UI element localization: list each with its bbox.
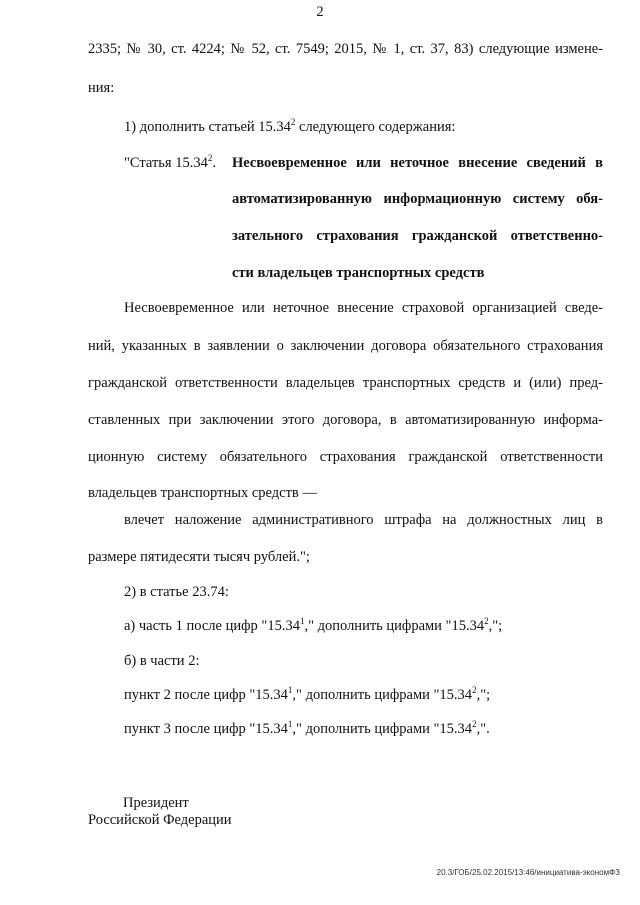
item-2-sub-b: б) в части 2: (124, 653, 200, 669)
sub-a-sup-2: 2 (484, 616, 489, 626)
article-prefix-end: . (212, 155, 216, 171)
article-body-line-4: ставленных при заключении этого договора, в автоматизированную информа- (88, 412, 603, 428)
article-prefix-text: "Статья 15.34 (124, 155, 208, 171)
article-title-line-1: Несвоевременное или неточное внесение сведений в (232, 155, 603, 171)
article-body-line-5: ционную систему обязательного страхования гражданской ответственности (88, 449, 603, 465)
point-2-sup-2: 2 (472, 685, 477, 695)
item-2-point-2 (124, 686, 490, 704)
item-2-heading: 2) в статье 23.74: (124, 584, 229, 600)
point-3-text-2: ," дополнить цифрами "15.34 (292, 721, 473, 737)
point-2-text-1: пункт 2 после цифр "15.34 (124, 687, 288, 703)
item-2-sub-a (124, 617, 502, 635)
point-2-sup-1: 1 (287, 685, 293, 695)
article-prefix-sup: 2 (207, 153, 213, 163)
penalty-line-2: размере пятидесяти тысяч рублей."; (88, 549, 310, 565)
point-3-text-3: ,". (476, 721, 490, 737)
signature-country: Российской Федерации (88, 812, 232, 828)
article-body-line-1: Несвоевременное или неточное внесение страховой организацией сведе- (124, 300, 603, 316)
article-body-line-6: владельцев транспортных средств — (88, 485, 317, 501)
article-body-line-2: ний, указанных в заявлении о заключении договора обязательного страхования (88, 338, 603, 354)
item-1 (124, 118, 455, 136)
article-title-line-3: зательного страхования гражданской ответственно- (232, 228, 603, 244)
sub-a-text-2: ," дополнить цифрами "15.34 (304, 618, 485, 634)
document-footer-code: 20.3/ГОБ/25.02.2015/13:46/инициатива-экономФЗ (436, 868, 620, 877)
item-2-point-3 (124, 720, 490, 738)
point-3-sup-2: 2 (472, 719, 477, 729)
article-prefix (124, 154, 216, 172)
sub-a-sup-1: 1 (299, 616, 305, 626)
point-3-text-1: пункт 3 после цифр "15.34 (124, 721, 288, 737)
article-title-line-2: автоматизированную информационную систему обя- (232, 191, 603, 207)
penalty-line-1: влечет наложение административного штрафа на должностных лиц в (124, 512, 603, 528)
sub-a-text-3: ,"; (488, 618, 503, 634)
item-1-sup: 2 (290, 117, 296, 127)
signature-title: Президент (123, 795, 189, 811)
intro-line-2: ния: (88, 80, 115, 96)
intro-line-1: 2335; № 30, ст. 4224; № 52, ст. 7549; 2015, № 1, ст. 37, 83) следующие измене- (88, 41, 603, 57)
point-2-text-3: ,"; (476, 687, 491, 703)
item-1-text-b: следующего содержания: (295, 119, 456, 135)
point-2-text-2: ," дополнить цифрами "15.34 (292, 687, 473, 703)
sub-a-text-1: а) часть 1 после цифр "15.34 (124, 618, 300, 634)
item-1-text-a: 1) дополнить статьей 15.34 (124, 119, 291, 135)
point-3-sup-1: 1 (287, 719, 293, 729)
article-title-line-4: сти владельцев транспортных средств (232, 265, 485, 281)
article-body-line-3: гражданской ответственности владельцев транспортных средств и (или) пред- (88, 375, 603, 391)
page-number: 2 (316, 4, 324, 20)
